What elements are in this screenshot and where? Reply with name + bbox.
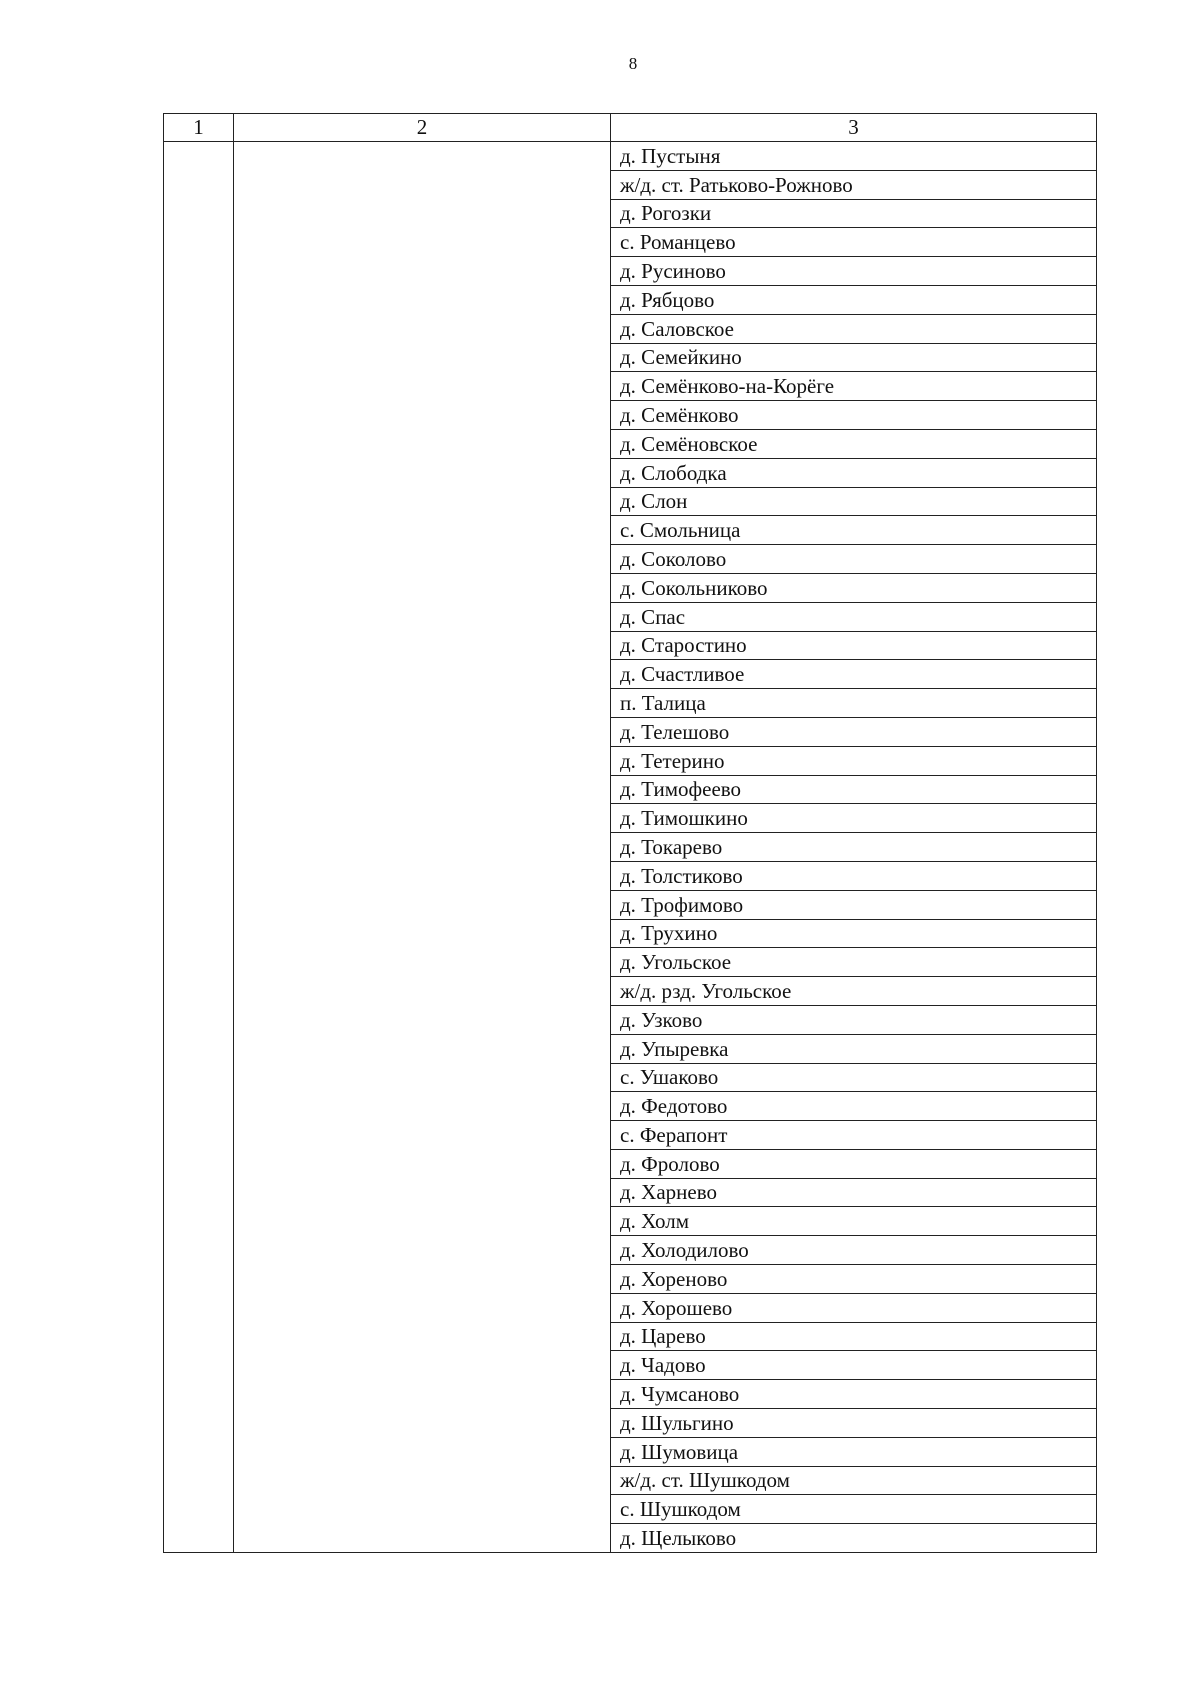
settlement-cell: д. Чумсаново [611, 1380, 1097, 1409]
settlement-cell: д. Рябцово [611, 285, 1097, 314]
settlement-cell: д. Тимошкино [611, 804, 1097, 833]
settlement-cell: д. Спас [611, 602, 1097, 631]
settlement-cell: с. Смольница [611, 516, 1097, 545]
settlement-cell: д. Узково [611, 1005, 1097, 1034]
settlement-cell: д. Трофимово [611, 890, 1097, 919]
settlement-cell: д. Хореново [611, 1265, 1097, 1294]
settlement-cell: д. Семёнково [611, 401, 1097, 430]
table-header [164, 114, 1097, 142]
settlement-cell: ж/д. рзд. Угольское [611, 977, 1097, 1006]
settlement-cell: д. Щелыково [611, 1524, 1097, 1553]
settlement-cell: д. Тетерино [611, 746, 1097, 775]
header-cell-col3: 3 [611, 114, 1097, 142]
settlement-cell: д. Фролово [611, 1149, 1097, 1178]
settlement-cell: д. Счастливое [611, 660, 1097, 689]
settlement-cell: ж/д. ст. Ратьково-Рожново [611, 170, 1097, 199]
settlement-cell: д. Упыревка [611, 1034, 1097, 1063]
settlement-cell: п. Талица [611, 689, 1097, 718]
settlement-cell: д. Трухино [611, 919, 1097, 948]
table-row [164, 142, 1097, 171]
settlement-cell: д. Русиново [611, 257, 1097, 286]
header-cell-col2: 2 [234, 114, 611, 142]
header-row [164, 114, 1097, 142]
settlement-cell: д. Чадово [611, 1351, 1097, 1380]
header-cell-col1: 1 [164, 114, 234, 142]
settlement-cell: д. Слободка [611, 458, 1097, 487]
settlement-cell: д. Пустыня [611, 142, 1097, 171]
settlement-cell: д. Холм [611, 1207, 1097, 1236]
settlement-cell: д. Холодилово [611, 1236, 1097, 1265]
settlement-cell: д. Телешово [611, 717, 1097, 746]
settlement-cell: д. Харнево [611, 1178, 1097, 1207]
settlement-cell: д. Толстиково [611, 861, 1097, 890]
settlement-cell: д. Слон [611, 487, 1097, 516]
column-1-cell [164, 142, 234, 1553]
settlement-cell: д. Сокольниково [611, 573, 1097, 602]
settlement-cell: с. Шушкодом [611, 1495, 1097, 1524]
settlement-cell: д. Семёновское [611, 429, 1097, 458]
settlement-cell: д. Федотово [611, 1092, 1097, 1121]
settlement-cell: с. Романцево [611, 228, 1097, 257]
settlement-cell: д. Семёнково-на-Корёге [611, 372, 1097, 401]
settlement-cell: д. Угольское [611, 948, 1097, 977]
settlement-cell: д. Саловское [611, 314, 1097, 343]
settlement-cell: д. Соколово [611, 545, 1097, 574]
page-number: 8 [628, 54, 638, 73]
settlement-cell: д. Токарево [611, 833, 1097, 862]
settlement-cell: д. Царево [611, 1322, 1097, 1351]
settlement-cell: ж/д. ст. Шушкодом [611, 1466, 1097, 1495]
settlement-cell: д. Семейкино [611, 343, 1097, 372]
settlement-cell: д. Хорошево [611, 1293, 1097, 1322]
settlements-table [163, 113, 1097, 1553]
settlement-cell: с. Ферапонт [611, 1121, 1097, 1150]
column-2-cell [234, 142, 611, 1553]
settlement-cell: д. Старостино [611, 631, 1097, 660]
table-body [164, 142, 1097, 1553]
settlement-cell: д. Тимофеево [611, 775, 1097, 804]
settlement-cell: д. Шумовица [611, 1437, 1097, 1466]
settlement-cell: д. Шульгино [611, 1409, 1097, 1438]
settlement-cell: д. Рогозки [611, 199, 1097, 228]
settlement-cell: с. Ушаково [611, 1063, 1097, 1092]
